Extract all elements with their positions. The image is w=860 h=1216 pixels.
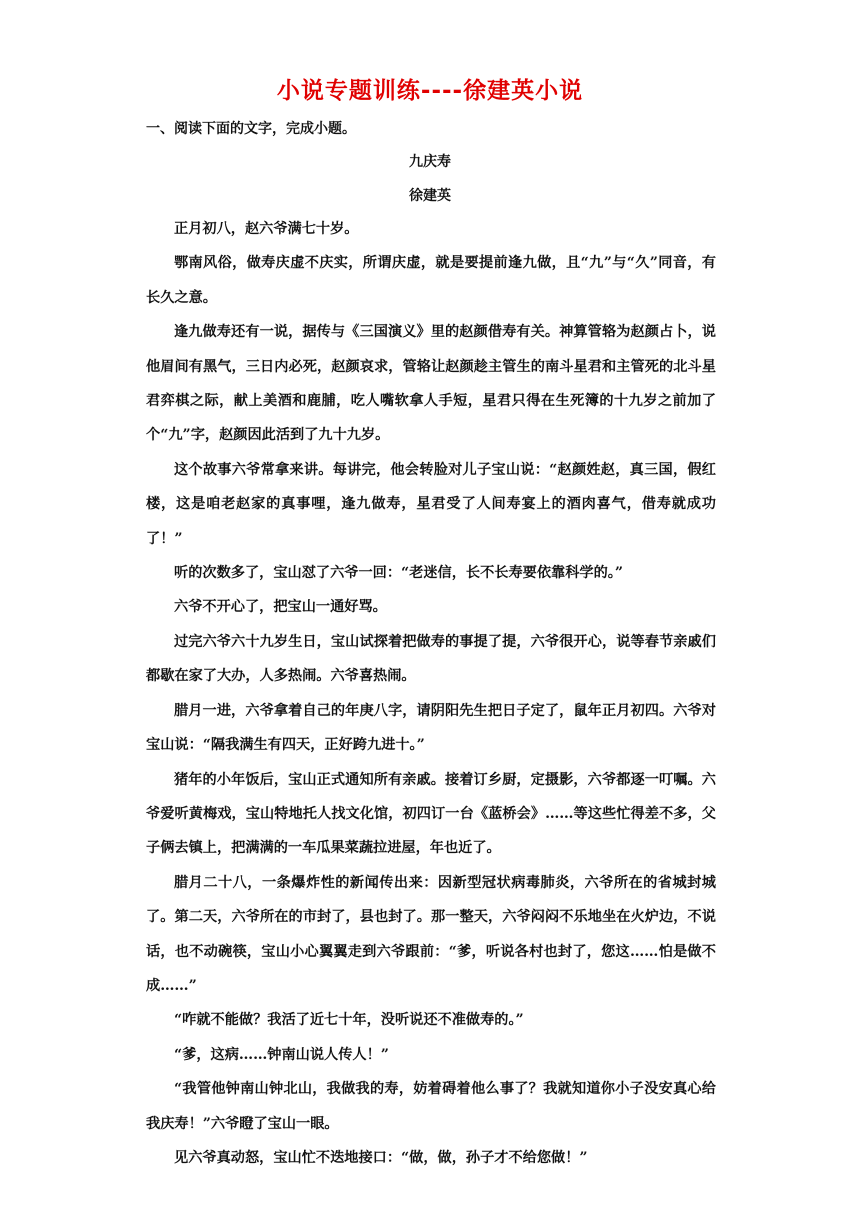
paragraph: “我管他钟南山钟北山，我做我的寿，妨着碍着他么事了？我就知道你小子没安真心给我庆寿！”六爷瞪了宝山一眼。 bbox=[146, 1081, 716, 1132]
paragraph: 腊月一进，六爷拿着自己的年庚八字，请阴阳先生把日子定了，鼠年正月初四。六爷对宝山说：“隔我满生有四天，正好跨九进十。” bbox=[146, 702, 716, 754]
paragraph: “咋就不能做？我活了近七十年，没听说还不准做寿的。” bbox=[174, 1012, 524, 1029]
paragraph: “爹，这病……钟南山说人传人！” bbox=[174, 1046, 389, 1063]
story-author: 徐建英 bbox=[409, 188, 451, 204]
paragraph: 正月初八，赵六爷满七十岁。 bbox=[174, 221, 359, 237]
paragraph: 猪年的小年饭后，宝山正式通知所有亲戚。接着订乡厨，定摄影，六爷都逐一叮嘱。六爷爱听黄梅戏，宝山特地托人找文化馆，初四订一台《蓝桥会》……等这些忙得差不多，父子俩去镇上，把满满的一车瓜果菜蔬拉进屋，年也近了。 bbox=[146, 771, 716, 857]
section-heading: 一、阅读下面的文字，完成小题。 bbox=[146, 121, 356, 137]
paragraph: 鄂南风俗，做寿庆虚不庆实，所谓庆虚，就是要提前逢九做，且“九”与“久”同音，有长久之意。 bbox=[146, 255, 716, 306]
story-title: 九庆寿 bbox=[409, 154, 451, 170]
document-title: 小说专题训练----徐建英小说 bbox=[276, 78, 584, 104]
paragraph: 见六爷真动怒，宝山忙不迭地接口：“做，做，孙子才不给您做！” bbox=[174, 1149, 588, 1166]
paragraph: 这个故事六爷常拿来讲。每讲完，他会转脸对儿子宝山说：“赵颜姓赵，真三国，假红楼，这是咱老赵家的真事哩，逢九做寿，星君受了人间寿宴上的酒肉喜气，借寿就成功了！” bbox=[146, 461, 716, 547]
paragraph: 过完六爷六十九岁生日，宝山试探着把做寿的事提了提，六爷很开心，说等春节亲戚们都歇在家了大办，人多热闹。六爷喜热闹。 bbox=[146, 633, 716, 685]
paragraph: 逢九做寿还有一说，据传与《三国演义》里的赵颜借寿有关。神算管辂为赵颜占卜，说他眉间有黑气，三日内必死，赵颜哀求，管辂让赵颜趁主管生的南斗星君和主管死的北斗星君弈棋之际，献上美酒和鹿脯，吃人嘴软拿人手短，星君只得在生死簿的十九岁之前加了个“九”字，赵颜因此活到了九十九岁。 bbox=[146, 324, 716, 444]
paragraph: 腊月二十八，一条爆炸性的新闻传出来：因新型冠状病毒肺炎，六爷所在的省城封城了。第二天，六爷所在的市封了，县也封了。那一整天，六爷闷闷不乐地坐在火炉边，不说话，也不动碗筷，宝山小心翼翼走到六爷跟前：“爹，听说各村也封了，您这……怕是做不成……” bbox=[146, 874, 716, 994]
story-body bbox=[146, 212, 716, 1175]
paragraph: 六爷不开心了，把宝山一通好骂。 bbox=[174, 599, 387, 616]
paragraph: 听的次数多了，宝山怼了六爷一回：“老迷信，长不长寿要依靠科学的。” bbox=[174, 565, 624, 582]
